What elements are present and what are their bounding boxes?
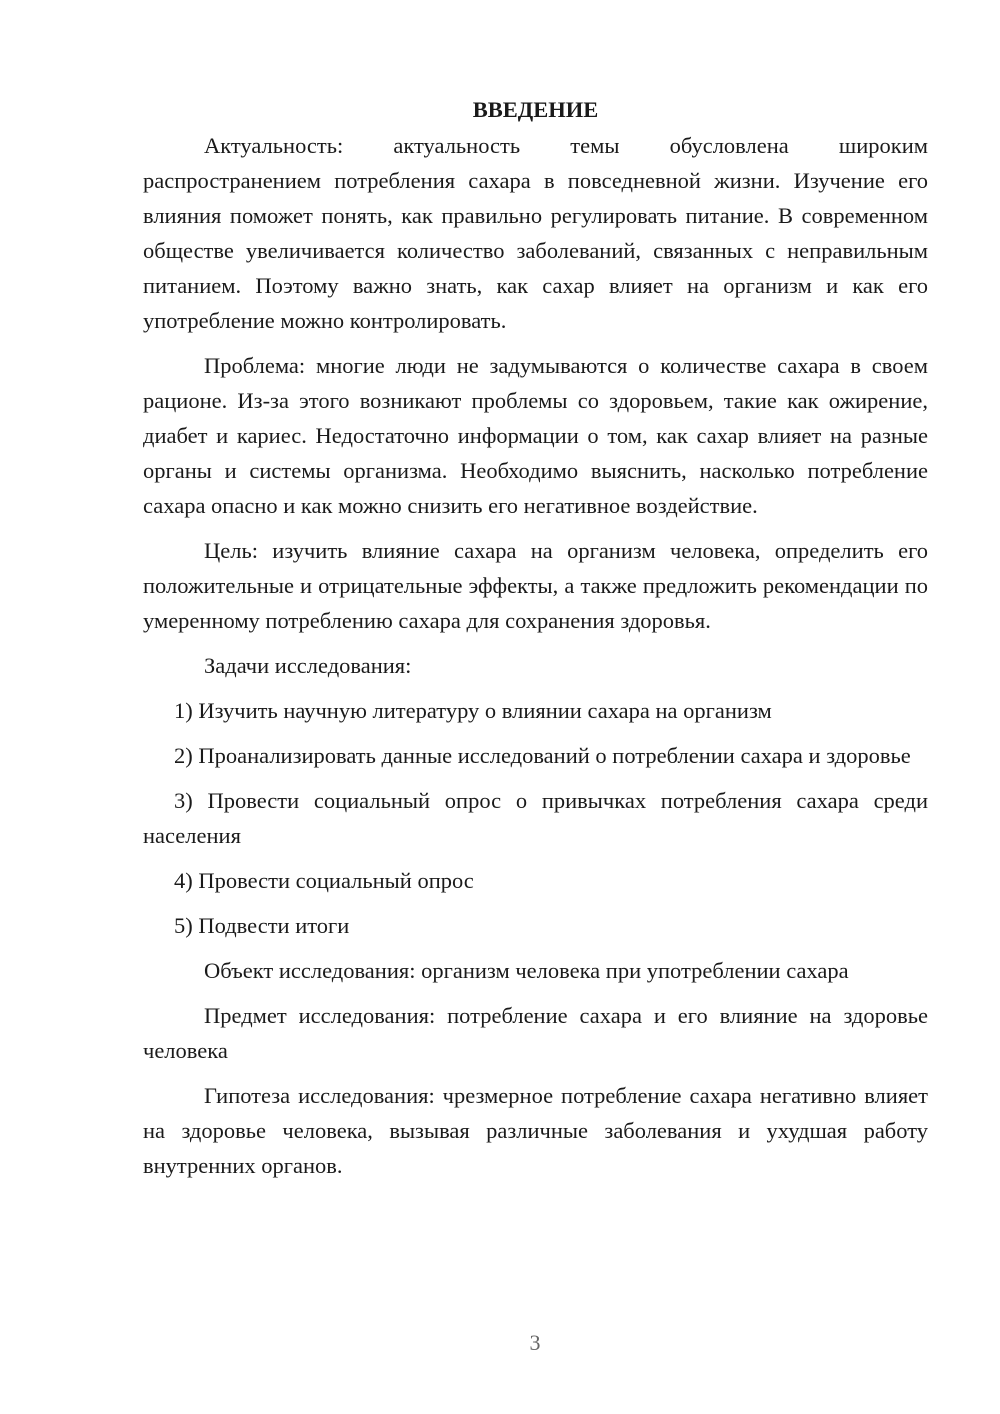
paragraph-relevance: Актуальность: актуальность темы обусловлена широким распространением потребления сахара в повседневной жизни. Изучение его влияния поможет понять, как правильно регулировать питание. В современном обществе увеличивается количество заболеваний, связанных с неправильным питанием. Поэтому важно знать, как сахар влияет на организм и как его употребление можно контролировать. bbox=[143, 133, 928, 333]
paragraph-problem: Проблема: многие люди не задумываются о количестве сахара в своем рационе. Из-за этого возникают проблемы со здоровьем, такие как ожирение, диабет и кариес. Недостаточно информации о том, как сахар влияет на разные органы и системы организма. Необходимо выяснить, насколько потребление сахара опасно и как можно снизить его негативное воздействие. bbox=[143, 353, 928, 518]
task-item-2: 2) Проанализировать данные исследований о потреблении сахара и здоровье bbox=[174, 743, 911, 768]
paragraph-hypothesis: Гипотеза исследования: чрезмерное потребление сахара негативно влияет на здоровье человека, вызывая различные заболевания и ухудшая работу внутренних органов. bbox=[143, 1083, 928, 1178]
paragraph-object: Объект исследования: организм человека при употреблении сахара bbox=[204, 958, 849, 983]
paragraph-goal: Цель: изучить влияние сахара на организм человека, определить его положительные и отрицательные эффекты, а также предложить рекомендации по умеренному потреблению сахара для сохранения здоровья. bbox=[143, 538, 928, 633]
section-title: ВВЕДЕНИЕ bbox=[472, 97, 599, 122]
document-page bbox=[143, 92, 928, 1193]
task-item-5: 5) Подвести итоги bbox=[174, 913, 350, 938]
task-item-4: 4) Провести социальный опрос bbox=[174, 868, 474, 893]
tasks-heading: Задачи исследования: bbox=[204, 653, 412, 678]
task-item-3: 3) Провести социальный опрос о привычках потребления сахара среди населения bbox=[143, 788, 928, 848]
paragraph-subject: Предмет исследования: потребление сахара и его влияние на здоровье человека bbox=[143, 1003, 928, 1063]
page-number: 3 bbox=[529, 1330, 541, 1355]
task-item-1: 1) Изучить научную литературу о влиянии сахара на организм bbox=[174, 698, 772, 723]
